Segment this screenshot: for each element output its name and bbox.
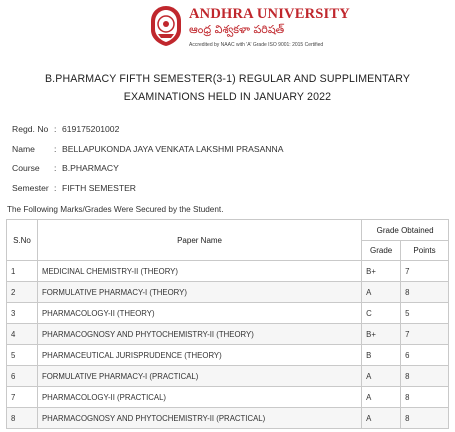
table-row — [7, 303, 449, 324]
name-value: BELLAPUKONDA JAYA VENKATA LAKSHMI PRASANNA — [62, 144, 284, 154]
university-seal-icon — [149, 4, 183, 48]
name-colon: : — [54, 144, 57, 154]
row-grade: B — [362, 345, 401, 366]
accreditation-text: Accredited by NAAC with 'A' Grade ISO 9001: 2015 Certified — [189, 42, 324, 48]
row-paper: PHARMACOLOGY-II (PRACTICAL) — [37, 387, 361, 408]
header-grade: Grade — [362, 241, 401, 261]
table-row — [7, 324, 449, 345]
semester-label: Semester — [12, 183, 49, 193]
row-paper: PHARMACOLOGY-II (THEORY) — [37, 303, 361, 324]
secured-statement: The Following Marks/Grades Were Secured by the Student. — [7, 205, 224, 214]
row-sno: 3 — [7, 303, 38, 324]
row-sno: 6 — [7, 366, 38, 387]
row-sno: 5 — [7, 345, 38, 366]
row-points: 8 — [401, 408, 449, 429]
row-points: 5 — [401, 303, 449, 324]
semester-row — [12, 183, 136, 193]
university-name: ANDHRA UNIVERSITY — [189, 6, 350, 22]
table-row — [7, 366, 449, 387]
table-row — [7, 345, 449, 366]
row-sno: 1 — [7, 261, 38, 282]
row-sno: 8 — [7, 408, 38, 429]
row-grade: B+ — [362, 261, 401, 282]
row-grade: A — [362, 282, 401, 303]
table-row — [7, 282, 449, 303]
exam-title-line2: EXAMINATIONS HELD IN JANUARY 2022 — [123, 91, 332, 103]
row-points: 7 — [401, 261, 449, 282]
row-points: 6 — [401, 345, 449, 366]
row-points: 8 — [401, 387, 449, 408]
row-paper: PHARMACOGNOSY AND PHYTOCHEMISTRY-II (THEORY) — [37, 324, 361, 345]
course-row — [12, 163, 119, 173]
exam-title-line1: B.PHARMACY FIFTH SEMESTER(3-1) REGULAR AND SUPPLIMENTARY — [44, 73, 411, 85]
row-grade: A — [362, 366, 401, 387]
row-paper: FORMULATIVE PHARMACY-I (THEORY) — [37, 282, 361, 303]
university-name-telugu: ఆంధ్ర విశ్వకళా పరిషత్ — [189, 23, 285, 36]
regd-no-value: 619175201002 — [62, 124, 120, 134]
row-sno: 2 — [7, 282, 38, 303]
row-points: 8 — [401, 366, 449, 387]
table-row — [7, 408, 449, 429]
name-row — [12, 144, 283, 154]
row-paper: MEDICINAL CHEMISTRY-II (THEORY) — [37, 261, 361, 282]
course-value: B.PHARMACY — [62, 163, 119, 173]
row-paper: FORMULATIVE PHARMACY-I (PRACTICAL) — [37, 366, 361, 387]
row-points: 8 — [401, 282, 449, 303]
regd-no-label: Regd. No — [12, 124, 49, 134]
exam-title — [0, 70, 455, 106]
course-label: Course — [12, 163, 40, 173]
header-paper-name: Paper Name — [37, 220, 361, 261]
row-points: 7 — [401, 324, 449, 345]
row-grade: A — [362, 387, 401, 408]
header-points: Points — [401, 241, 449, 261]
semester-value: FIFTH SEMESTER — [62, 183, 137, 193]
table-header-row — [7, 220, 449, 241]
row-sno: 7 — [7, 387, 38, 408]
marks-table — [6, 219, 449, 429]
course-colon: : — [54, 163, 57, 173]
row-paper: PHARMACOGNOSY AND PHYTOCHEMISTRY-II (PRACTICAL) — [37, 408, 361, 429]
header-sno: S.No — [7, 220, 38, 261]
university-header — [0, 0, 455, 60]
table-row — [7, 387, 449, 408]
regd-no-colon: : — [54, 124, 57, 134]
header-grade-obtained: Grade Obtained — [362, 220, 449, 241]
row-grade: C — [362, 303, 401, 324]
name-label: Name — [12, 144, 35, 154]
table-row — [7, 261, 449, 282]
row-grade: B+ — [362, 324, 401, 345]
row-sno: 4 — [7, 324, 38, 345]
row-grade: A — [362, 408, 401, 429]
row-paper: PHARMACEUTICAL JURISPRUDENCE (THEORY) — [37, 345, 361, 366]
semester-colon: : — [54, 183, 57, 193]
regd-no-row — [12, 124, 119, 134]
